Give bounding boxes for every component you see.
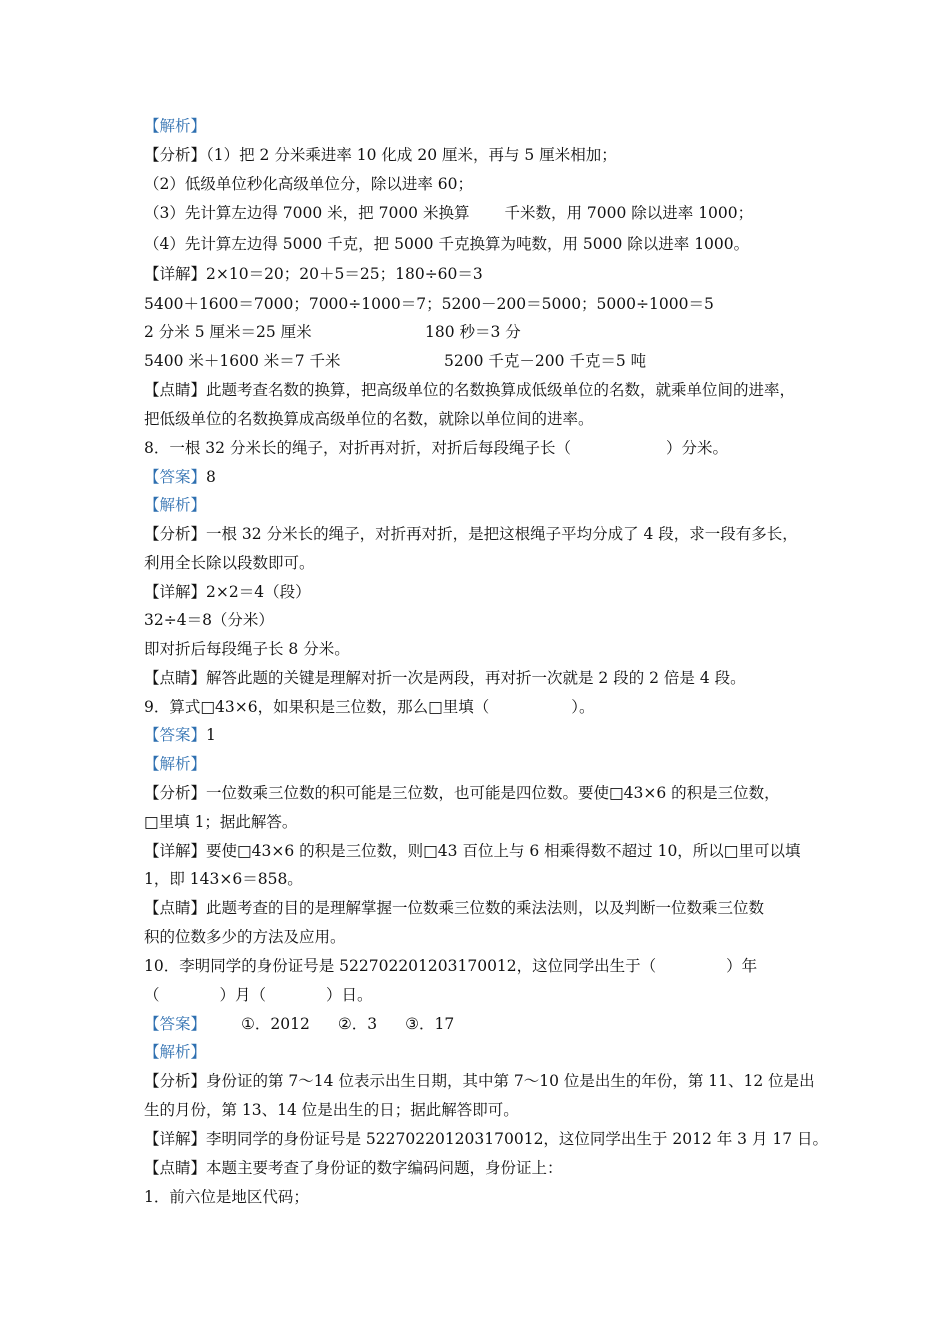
q7-analysis-3: （3）先计算左边得 7000 米，把 7000 米换算 千米数，用 7000 除以进率 1000；	[144, 204, 754, 222]
q9-detail-2: 1，即 143×6＝858。	[144, 870, 303, 888]
q10-stem: 10．李明同学的身份证号是 522702201203170012，这位同学出生于（ ）年	[144, 957, 758, 975]
q8-analysis: 【分析】一根 32 分米长的绳子，对折再对折，是把这根绳子平均分成了 4 段，求一段有多长，	[144, 525, 798, 543]
q7-dianjing: 【点睛】此题考查名数的换算，把高级单位的名数换算成低级单位的名数，就乘单位间的进率，	[144, 381, 796, 399]
q9-analysis-2: □里填 1；据此解答。	[144, 813, 298, 831]
q8-detail-2: 32÷4＝8（分米）	[144, 611, 274, 629]
q9-analysis: 【分析】一位数乘三位数的积可能是三位数，也可能是四位数。要使□43×6 的积是三位数，	[144, 784, 780, 802]
q9-detail: 【详解】要使□43×6 的积是三位数，则□43 百位上与 6 相乘得数不超过 10，所以□里可以填	[144, 842, 801, 860]
q10-stem-2: （ ）月（ ）日。	[144, 986, 373, 1004]
q9-answer: 【答案】1	[144, 726, 216, 744]
q8-dianjing: 【点睛】解答此题的关键是理解对折一次是两段，再对折一次就是 2 段的 2 倍是 4 段。	[144, 669, 746, 687]
q8-stem: 8．一根 32 分米长的绳子，对折再对折，对折后每段绳子长（ ）分米。	[144, 439, 728, 457]
q10-answer: 【答案】 ①．2012 ②．3 ③．17	[144, 1015, 455, 1033]
q7-result-2b: 5200 千克－200 千克＝5 吨	[444, 352, 647, 370]
q7-calculation: 5400＋1600＝7000；7000÷1000＝7；5200－200＝5000；5000÷1000＝5	[144, 295, 714, 313]
q10-analysis: 【分析】身份证的第 7～14 位表示出生日期，其中第 7～10 位是出生的年份，第 11、12 位是出	[144, 1072, 815, 1090]
q9-dianjing: 【点睛】此题考查的目的是理解掌握一位数乘三位数的乘法法则，以及判断一位数乘三位数	[144, 899, 765, 917]
q7-result-1a: 2 分米 5 厘米＝25 厘米	[144, 323, 312, 341]
q7-analysis: 【分析】（1）把 2 分米乘进率 10 化成 20 厘米，再与 5 厘米相加；	[144, 146, 617, 164]
q7-result-2a: 5400 米＋1600 米＝7 千米	[144, 352, 341, 370]
q10-dianjing-2: 1．前六位是地区代码；	[144, 1188, 309, 1206]
q7-jiexi-heading: 【解析】	[144, 117, 207, 135]
q7-result-1b: 180 秒＝3 分	[425, 323, 521, 341]
q10-detail: 【详解】李明同学的身份证号是 522702201203170012，这位同学出生于 2012 年 3 月 17 日。	[144, 1130, 829, 1148]
q9-jiexi-heading: 【解析】	[144, 755, 207, 773]
q10-jiexi-heading: 【解析】	[144, 1043, 207, 1061]
q8-jiexi-heading: 【解析】	[144, 496, 207, 514]
q9-stem: 9．算式□43×6，如果积是三位数，那么□里填（ ）。	[144, 698, 595, 716]
q9-dianjing-2: 积的位数多少的方法及应用。	[144, 928, 346, 946]
q7-analysis-4: （4）先计算左边得 5000 千克，把 5000 千克换算为吨数，用 5000 除以进率 1000。	[144, 235, 750, 253]
q8-analysis-2: 利用全长除以段数即可。	[144, 554, 315, 572]
q8-detail-3: 即对折后每段绳子长 8 分米。	[144, 640, 350, 658]
q7-analysis-2: （2）低级单位秒化高级单位分，除以进率 60；	[144, 175, 474, 193]
q7-detail: 【详解】2×10＝20；20＋5＝25；180÷60＝3	[144, 265, 483, 283]
q10-analysis-2: 生的月份，第 13、14 位是出生的日；据此解答即可。	[144, 1101, 519, 1119]
q7-dianjing-2: 把低级单位的名数换算成高级单位的名数，就除以单位间的进率。	[144, 410, 594, 428]
q8-answer: 【答案】8	[144, 468, 216, 486]
q8-detail: 【详解】2×2＝4（段）	[144, 583, 311, 601]
q10-dianjing: 【点睛】本题主要考查了身份证的数字编码问题，身份证上：	[144, 1159, 563, 1177]
